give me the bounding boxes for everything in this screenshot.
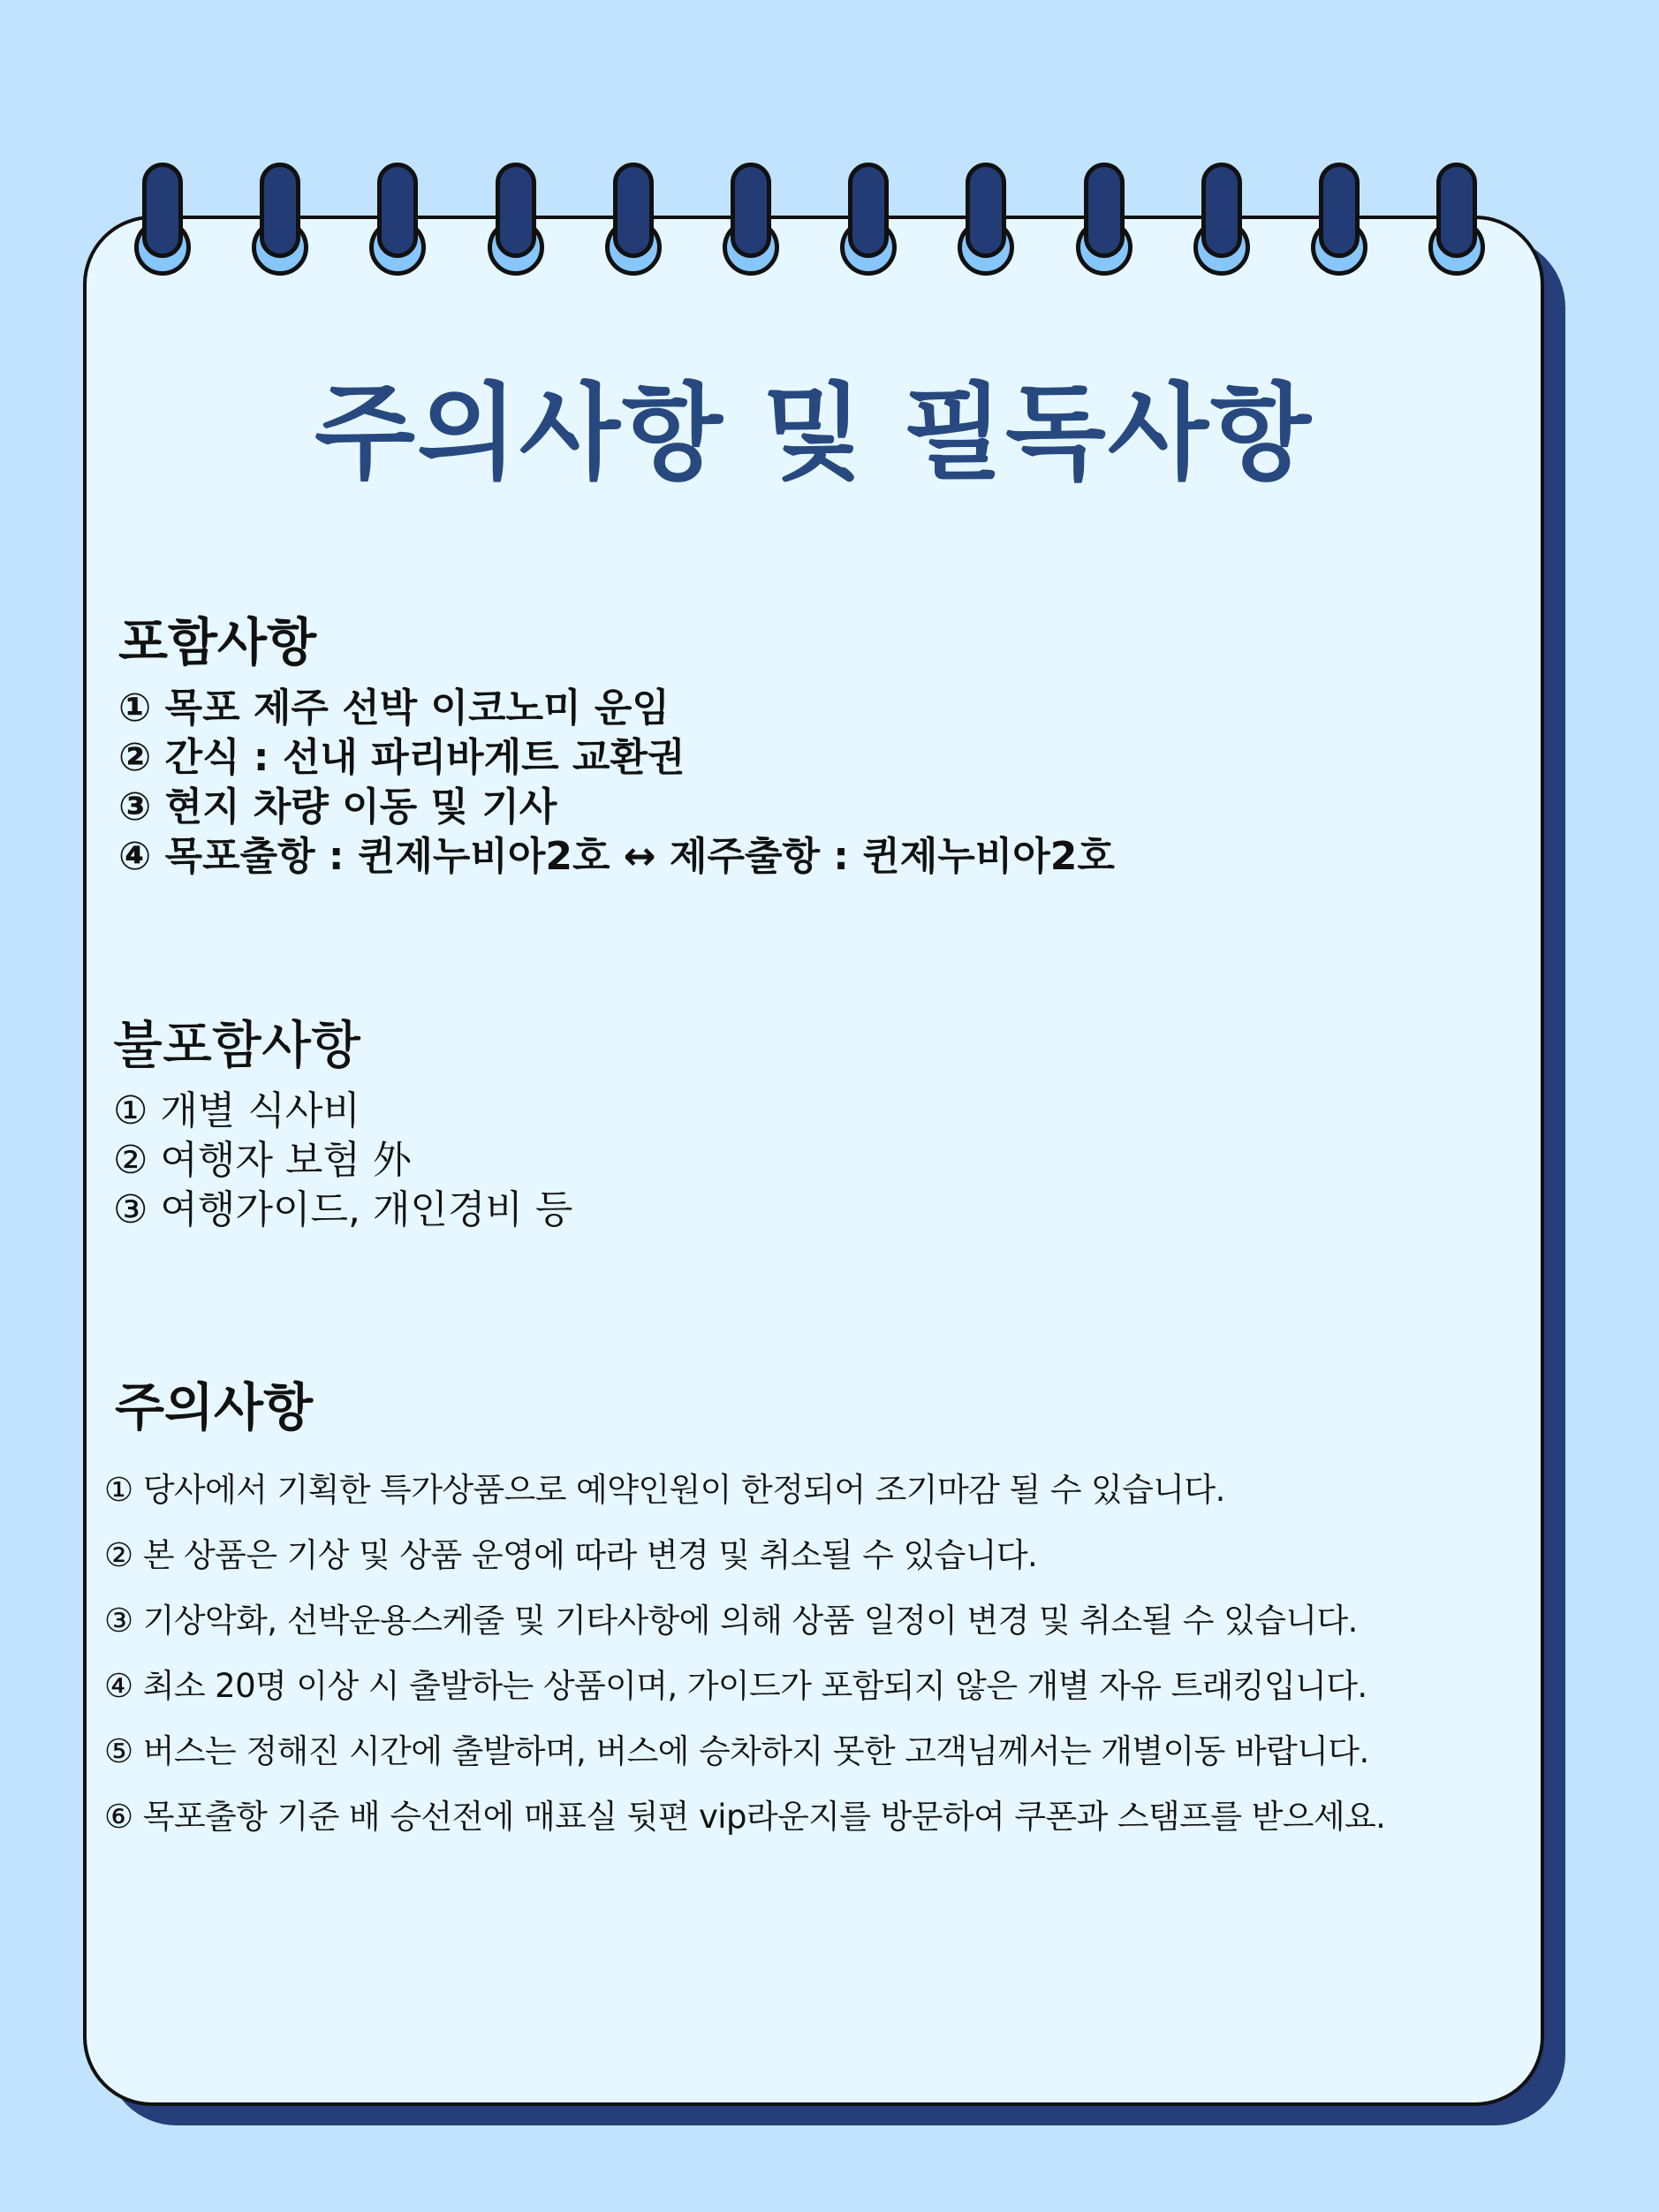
included-item: ② 간식 : 선내 파리바게트 교환권: [118, 735, 686, 780]
page-title: 주의사항 및 필독사항: [314, 372, 1314, 494]
excluded-item: ② 여행자 보험 外: [113, 1138, 412, 1183]
included-item: ④ 목포출항 : 퀸제누비아2호 ↔ 제주출항 : 퀸제누비아2호: [118, 834, 1115, 879]
notes-heading: 주의사항: [115, 1377, 314, 1437]
excluded-item: ③ 여행가이드, 개인경비 등: [113, 1187, 573, 1232]
notes-item: ② 본 상품은 기상 및 상품 운영에 따라 변경 및 취소될 수 있습니다.: [104, 1536, 1038, 1574]
included-heading: 포함사항: [118, 612, 317, 672]
excluded-heading: 불포함사항: [113, 1015, 361, 1075]
excluded-item: ① 개별 식사비: [113, 1088, 360, 1133]
notes-section: [104, 1366, 1385, 1850]
included-item: ① 목포 제주 선박 이코노미 운임: [118, 686, 670, 731]
included-item: ③ 현지 차량 이동 및 기사: [118, 784, 557, 830]
notes-item: ⑥ 목포출항 기준 배 승선전에 매표실 뒷편 vip라운지를 방문하여 쿠폰과 스탬프를 받으세요.: [104, 1798, 1386, 1836]
notes-item: ① 당사에서 기획한 특가상품으로 예약인원이 한정되어 조기마감 될 수 있습니다.: [104, 1471, 1225, 1509]
notes-item: ⑤ 버스는 정해진 시간에 출발하며, 버스에 승차하지 못한 고객님께서는 개별이동 바랍니다.: [104, 1732, 1369, 1770]
excluded-section: [113, 1004, 572, 1235]
notes-item: ④ 최소 20명 이상 시 출발하는 상품이며, 가이드가 포함되지 않은 개별 자유 트래킹입니다.: [104, 1667, 1367, 1705]
included-section: [113, 601, 1115, 882]
notes-item: ③ 기상악화, 선박운용스케줄 및 기타사항에 의해 상품 일정이 변경 및 취소될 수 있습니다.: [104, 1602, 1358, 1640]
